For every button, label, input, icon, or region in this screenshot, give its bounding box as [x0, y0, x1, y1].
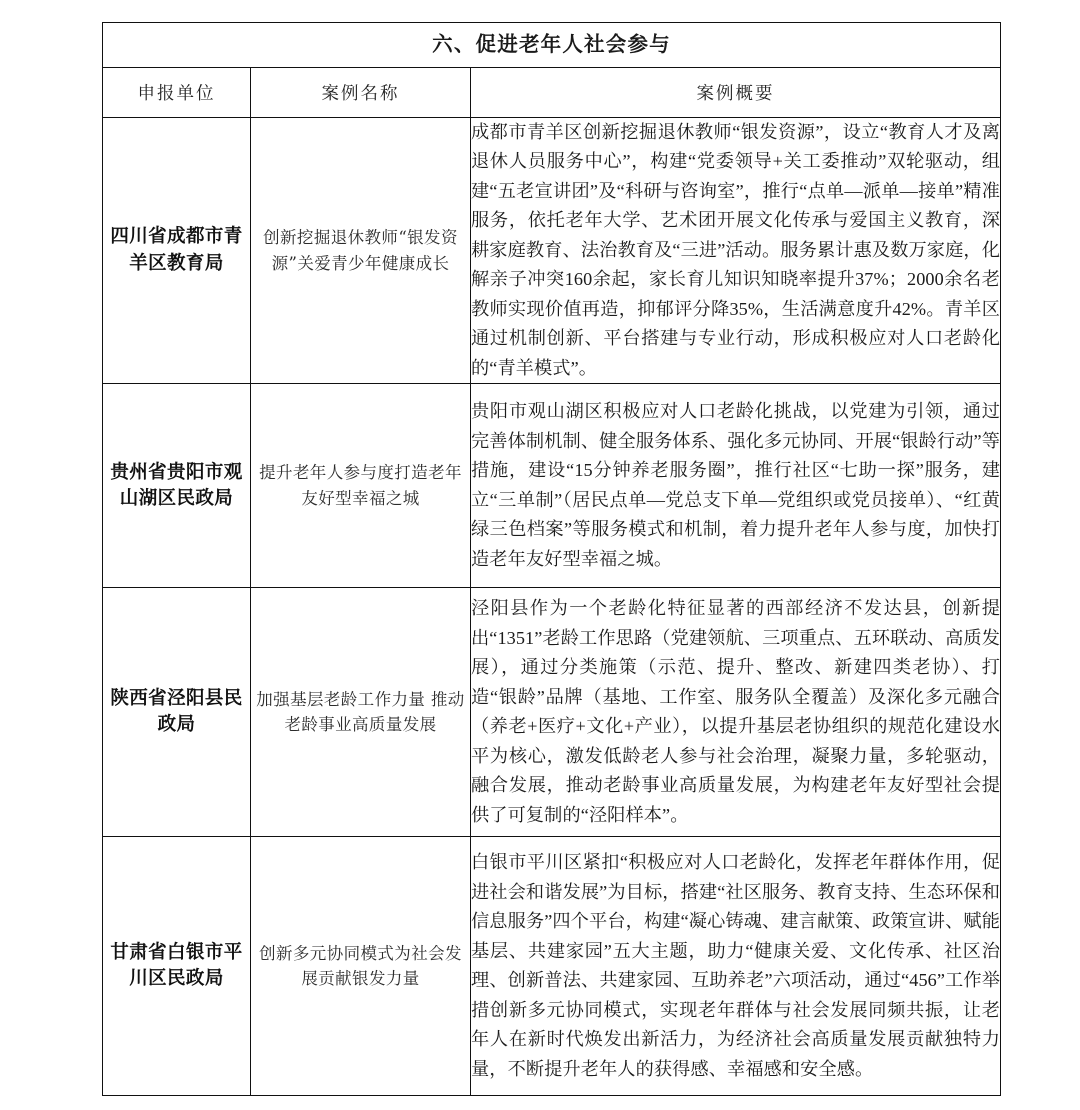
case-name: 创新多元协同模式为社会发展贡献银发力量	[259, 943, 462, 989]
table-row	[103, 837, 1001, 1096]
cell-unit	[103, 384, 251, 588]
cell-summary	[471, 384, 1001, 588]
cell-case-name	[251, 837, 471, 1096]
case-name: 提升老年人参与度打造老年友好型幸福之城	[259, 463, 462, 508]
case-name: 加强基层老龄工作力量 推动老龄事业高质量发展	[256, 689, 465, 735]
cell-unit	[103, 118, 251, 384]
table-title: 六、促进老年人社会参与	[432, 33, 671, 56]
unit-name: 甘肃省白银市平川区民政局	[110, 942, 243, 990]
column-header-unit	[103, 68, 251, 118]
table-row	[103, 384, 1001, 588]
column-header-unit-label: 申报单位	[137, 84, 216, 104]
case-summary: 成都市青羊区创新挖掘退休教师“银发资源”，设立“教育人才及离退休人员服务中心”，构建“党委领导+关工委推动”双轮驱动，组建“五老宣讲团”及“科研与咨询室”，推行“点单—派单—接单”精准服务，依托老年大学、艺术团开展文化传承与爱国主义教育，深耕家庭教育、法治教育及“三进”活动。服务累计惠及数万家庭，化解亲子冲突160余起，家长育儿知识知晓率提升37%；2000余名老教师实现价值再造，抑郁评分降35%，生活满意度升42%。青羊区通过机制创新、平台搭建与专业行动，形成积极应对人口老龄化的“青羊模式”。	[471, 122, 1001, 378]
cell-unit	[103, 837, 251, 1096]
cell-unit	[103, 588, 251, 837]
unit-name: 贵州省贵阳市观山湖区民政局	[110, 461, 243, 509]
table-title-row	[103, 23, 1001, 68]
column-header-case-name-label: 案例名称	[321, 84, 400, 104]
table-header-row	[103, 68, 1001, 118]
cell-summary	[471, 118, 1001, 384]
case-summary: 泾阳县作为一个老龄化特征显著的西部经济不发达县，创新提出“1351”老龄工作思路（党建领航、三项重点、五环联动、高质发展），通过分类施策（示范、提升、整改、新建四类老协）、打造“银龄”品牌（基地、工作室、服务队全覆盖）及深化多元融合（养老+医疗+文化+产业），以提升基层老协组织的规范化建设水平为核心，激发低龄老人参与社会治理，凝聚力量，多轮驱动，融合发展，推动老龄事业高质量发展，为构建老年友好型社会提供了可复制的“泾阳样本”。	[471, 598, 1001, 825]
cell-case-name	[251, 384, 471, 588]
cell-summary	[471, 837, 1001, 1096]
case-name: 创新挖掘退休教师“银发资源”关爱青少年健康成长	[263, 228, 458, 273]
table-row	[103, 588, 1001, 837]
unit-name: 陕西省泾阳县民政局	[110, 688, 243, 736]
column-header-summary-label: 案例概要	[696, 84, 775, 104]
column-header-summary	[471, 68, 1001, 118]
case-table	[102, 22, 1001, 1096]
case-summary: 贵阳市观山湖区积极应对人口老龄化挑战，以党建为引领，通过完善体制机制、健全服务体系、强化多元协同、开展“银龄行动”等措施，建设“15分钟养老服务圈”，推行社区“七助一探”服务，建立“三单制”（居民点单—党总支下单—党组织或党员接单）、“红黄绿三色档案”等服务模式和机制，着力提升老年人参与度，加快打造老年友好型幸福之城。	[471, 401, 1001, 569]
cell-summary	[471, 588, 1001, 837]
cell-case-name	[251, 588, 471, 837]
table-row	[103, 118, 1001, 384]
cell-case-name	[251, 118, 471, 384]
case-summary: 白银市平川区紧扣“积极应对人口老龄化，发挥老年群体作用，促进社会和谐发展”为目标，搭建“社区服务、教育支持、生态环保和信息服务”四个平台，构建“凝心铸魂、建言献策、政策宣讲、赋能基层、共建家园”五大主题，助力“健康关爱、文化传承、社区治理、创新普法、共建家园、互助养老”六项活动，通过“456”工作举措创新多元协同模式，实现老年群体与社会发展同频共振，让老年人在新时代焕发出新活力，为经济社会高质量发展贡献独特力量，不断提升老年人的获得感、幸福感和安全感。	[471, 852, 1001, 1079]
unit-name: 四川省成都市青羊区教育局	[110, 226, 243, 274]
column-header-case-name	[251, 68, 471, 118]
table-title-cell	[103, 23, 1001, 68]
